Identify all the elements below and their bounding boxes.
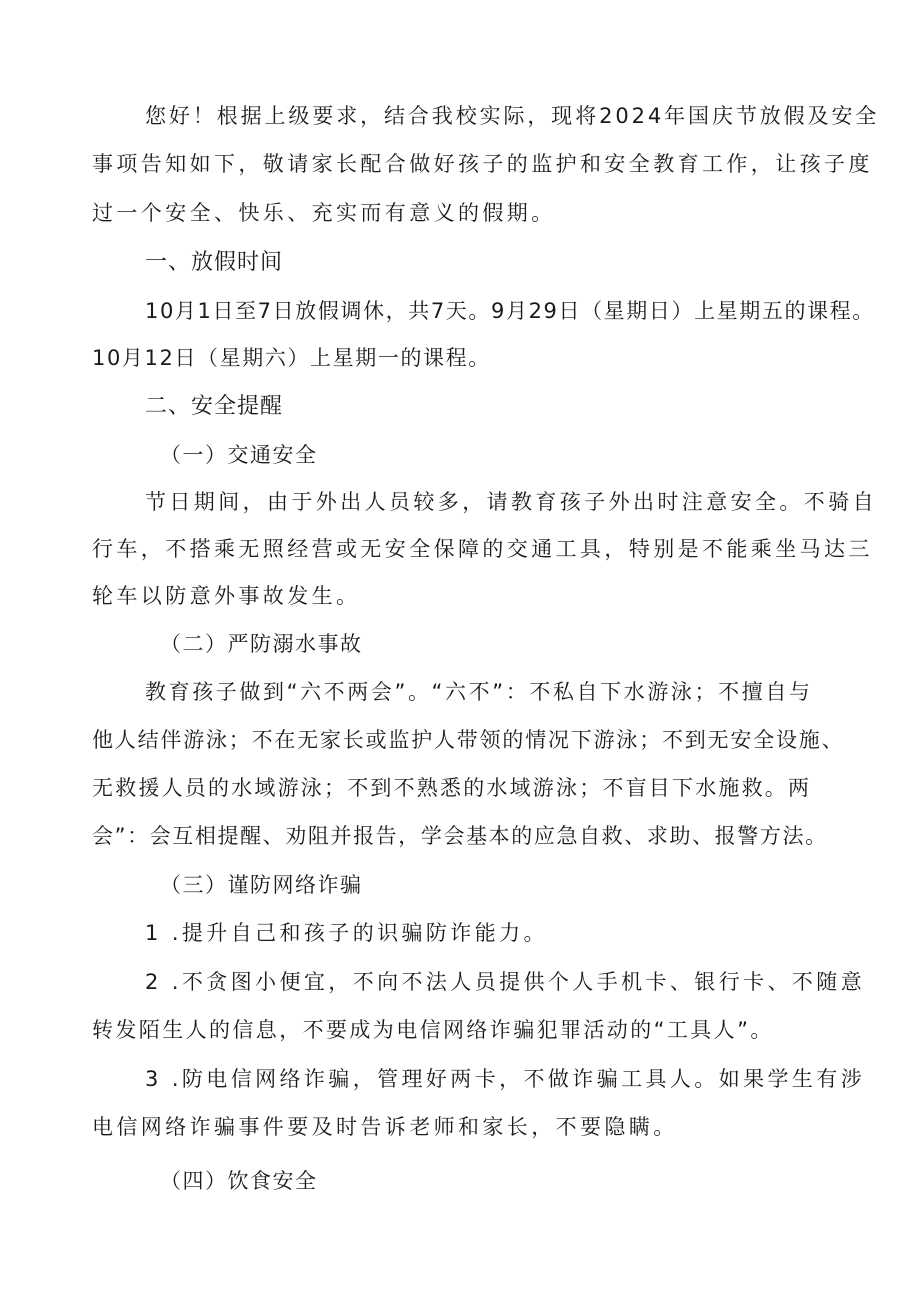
- holiday-line-2: 10月12日（星期六）上星期一的课程。: [92, 346, 491, 370]
- drowning-line-4: 会”：会互相提醒、劝阻并报告，学会基本的应急自救、求助、报警方法。: [92, 824, 828, 848]
- holiday-line-1: 10月1日至7日放假调休，共7天。9月29日（星期日）上星期五的课程。: [145, 299, 875, 323]
- intro-line-2: 事项告知如下，敬请家长配合做好孩子的监护和安全教育工作，让孩子度: [92, 152, 873, 176]
- drowning-line-1: 教育孩子做到“六不两会”。“六不”：不私自下水游泳；不擅自与: [145, 680, 813, 704]
- fraud-item-3-line-1: 3 .防电信网络诈骗，管理好两卡，不做诈骗工具人。如果学生有涉: [145, 1067, 866, 1091]
- fraud-item-2-line-1: 2 .不贪图小便宜，不向不法人员提供个人手机卡、银行卡、不随意: [145, 970, 866, 994]
- drowning-line-2: 他人结伴游泳；不在无家长或监护人带领的情况下游泳；不到无安全设施、: [92, 728, 845, 752]
- subsection-title-fraud: （三）谨防网络诈骗: [160, 873, 363, 897]
- fraud-item-3-line-2: 电信网络诈骗事件要及时告诉老师和家长，不要隐瞒。: [92, 1115, 678, 1139]
- section-heading-holiday-time: 一、放假时间: [145, 250, 284, 275]
- subsection-title-traffic: （一）交通安全: [160, 443, 318, 467]
- subsection-title-food: （四）饮食安全: [160, 1169, 318, 1193]
- traffic-line-1: 节日期间，由于外出人员较多，请教育孩子外出时注意安全。不骑自: [145, 490, 877, 514]
- fraud-item-1: 1 .提升自己和孩子的识骗防诈能力。: [145, 921, 548, 945]
- section-heading-safety-reminder: 二、安全提醒: [145, 394, 284, 419]
- subsection-title-drowning: （二）严防溺水事故: [160, 632, 363, 656]
- fraud-item-2-line-2: 转发陌生人的信息，不要成为电信网络诈骗犯罪活动的“工具人”。: [92, 1018, 774, 1042]
- traffic-line-3: 轮车以防意外事故发生。: [92, 584, 361, 608]
- intro-line-1: 您好！根据上级要求，结合我校实际，现将2024年国庆节放假及安全: [145, 104, 880, 128]
- drowning-line-3: 无救援人员的水域游泳；不到不熟悉的水域游泳；不盲目下水施救。两: [92, 776, 812, 800]
- traffic-line-2: 行车，不搭乘无照经营或无安全保障的交通工具，特别是不能乘坐马达三: [92, 537, 873, 561]
- intro-line-3: 过一个安全、快乐、充实而有意义的假期。: [92, 201, 556, 225]
